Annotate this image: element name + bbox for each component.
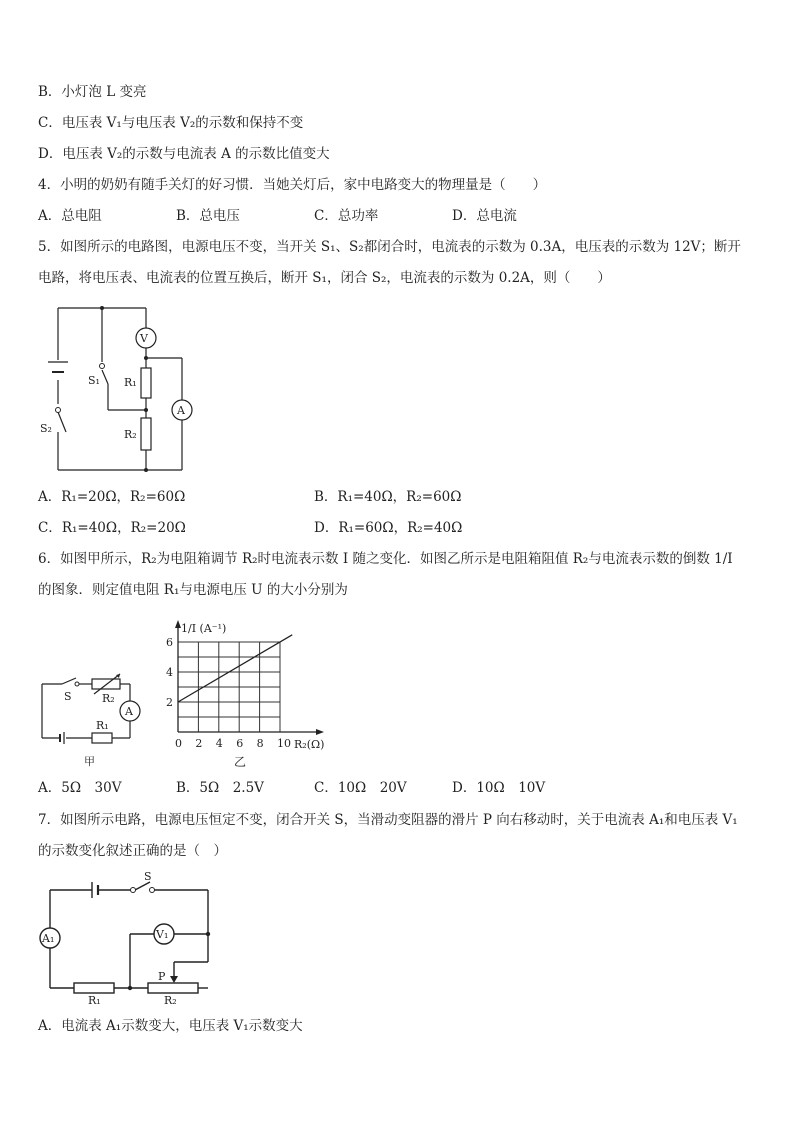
q6-stem-line1: 6．如图甲所示，R₂为电阻箱调节 R₂时电流表示数 I 随之变化．如图乙所示是电阻箱阻值 R₂与电流表示数的倒数 1/I	[38, 551, 733, 567]
q6-stem-line2: 的图象．则定值电阻 R₁与电源电压 U 的大小分别为	[38, 582, 348, 598]
q5-option-c: C．R₁=40Ω，R₂=20Ω	[38, 520, 186, 536]
series-line	[178, 635, 292, 702]
r2-label: R₂	[164, 994, 177, 1007]
x-tick-label: 2	[195, 737, 203, 750]
a1-meter-label: A₁	[42, 932, 55, 945]
q5-stem-line2: 电路，将电压表、电流表的位置互换后，断开 S₁，闭合 S₂，电流表的示数为 0.2A，则（ ）	[38, 270, 611, 286]
q5-stem-line1: 5．如图所示的电路图，电源电压不变，当开关 S₁、S₂都闭合时，电流表的示数为 0.3A，电压表的示数为 12V；断开	[38, 239, 741, 255]
q4-option-d: D．总电流	[452, 208, 517, 224]
q7-option-a: A．电流表 A₁示数变大，电压表 V₁示数变大	[38, 1018, 303, 1034]
figure-caption-yi: 乙	[234, 755, 247, 769]
q7-circuit-figure	[36, 870, 216, 1010]
q5-option-b: B．R₁=40Ω，R₂=60Ω	[314, 489, 462, 505]
q5-option-a: A．R₁=20Ω，R₂=60Ω	[38, 489, 186, 505]
v1-meter-label: V₁	[156, 928, 169, 941]
q6-option-d: D．10Ω 10V	[452, 780, 546, 796]
q4-option-b: B．总电压	[176, 208, 240, 224]
r2-label: R₂	[124, 428, 137, 441]
q7-stem-line2: 的示数变化叙述正确的是（ ）	[38, 843, 227, 859]
x-tick-label: 8	[256, 737, 264, 750]
q6-circuit-figure-jia	[36, 672, 156, 772]
ammeter-label: A	[177, 404, 185, 417]
q3-option-d: D．电压表 V₂的示数与电流表 A 的示数比值变大	[38, 146, 330, 162]
q6-option-a: A．5Ω 30V	[38, 780, 122, 796]
q6-option-c: C．10Ω 20V	[314, 780, 407, 796]
x-tick-label: 4	[215, 737, 223, 750]
r1-label: R₁	[88, 994, 101, 1007]
x-tick-label: 6	[236, 737, 244, 750]
q5-circuit-figure	[36, 300, 196, 480]
q4-option-c: C．总功率	[314, 208, 379, 224]
x-tick-label: 0	[175, 737, 182, 750]
q4-stem: 4．小明的奶奶有随手关灯的好习惯．当她关灯后，家中电路变大的物理量是（ ）	[38, 177, 547, 193]
y-axis-label: 1/I (A⁻¹)	[181, 622, 227, 635]
s-label: S	[144, 870, 152, 883]
y-tick-label: 4	[166, 666, 173, 679]
voltmeter-label: V	[140, 332, 148, 345]
x-tick-label: 10	[277, 737, 291, 750]
r1-label: R₁	[96, 719, 109, 732]
s-label: S	[64, 690, 72, 703]
q3-option-b: B．小灯泡 L 变亮	[38, 84, 147, 100]
slider-p-label: P	[158, 970, 166, 983]
q6-option-b: B．5Ω 2.5V	[176, 780, 264, 796]
q4-option-a: A．总电阻	[38, 208, 102, 224]
s1-label: S₁	[88, 374, 100, 387]
figure-caption-jia: 甲	[84, 755, 95, 768]
q7-stem-line1: 7．如图所示电路，电源电压恒定不变，闭合开关 S，当滑动变阻器的滑片 P 向右移动时，关于电流表 A₁和电压表 V₁	[38, 812, 738, 828]
q5-option-d: D．R₁=60Ω，R₂=40Ω	[314, 520, 463, 536]
r1-label: R₁	[124, 376, 137, 389]
s2-label: S₂	[40, 422, 52, 435]
ammeter-label: A	[125, 705, 133, 718]
x-axis-label: R₂(Ω)	[294, 738, 325, 751]
x-axis-arrow	[316, 729, 324, 735]
y-tick-label: 2	[166, 696, 173, 709]
q6-graph-yi	[160, 612, 350, 772]
r2-label: R₂	[102, 692, 115, 705]
q3-option-c: C．电压表 V₁与电压表 V₂的示数和保持不变	[38, 115, 304, 131]
y-tick-label: 6	[166, 636, 173, 649]
